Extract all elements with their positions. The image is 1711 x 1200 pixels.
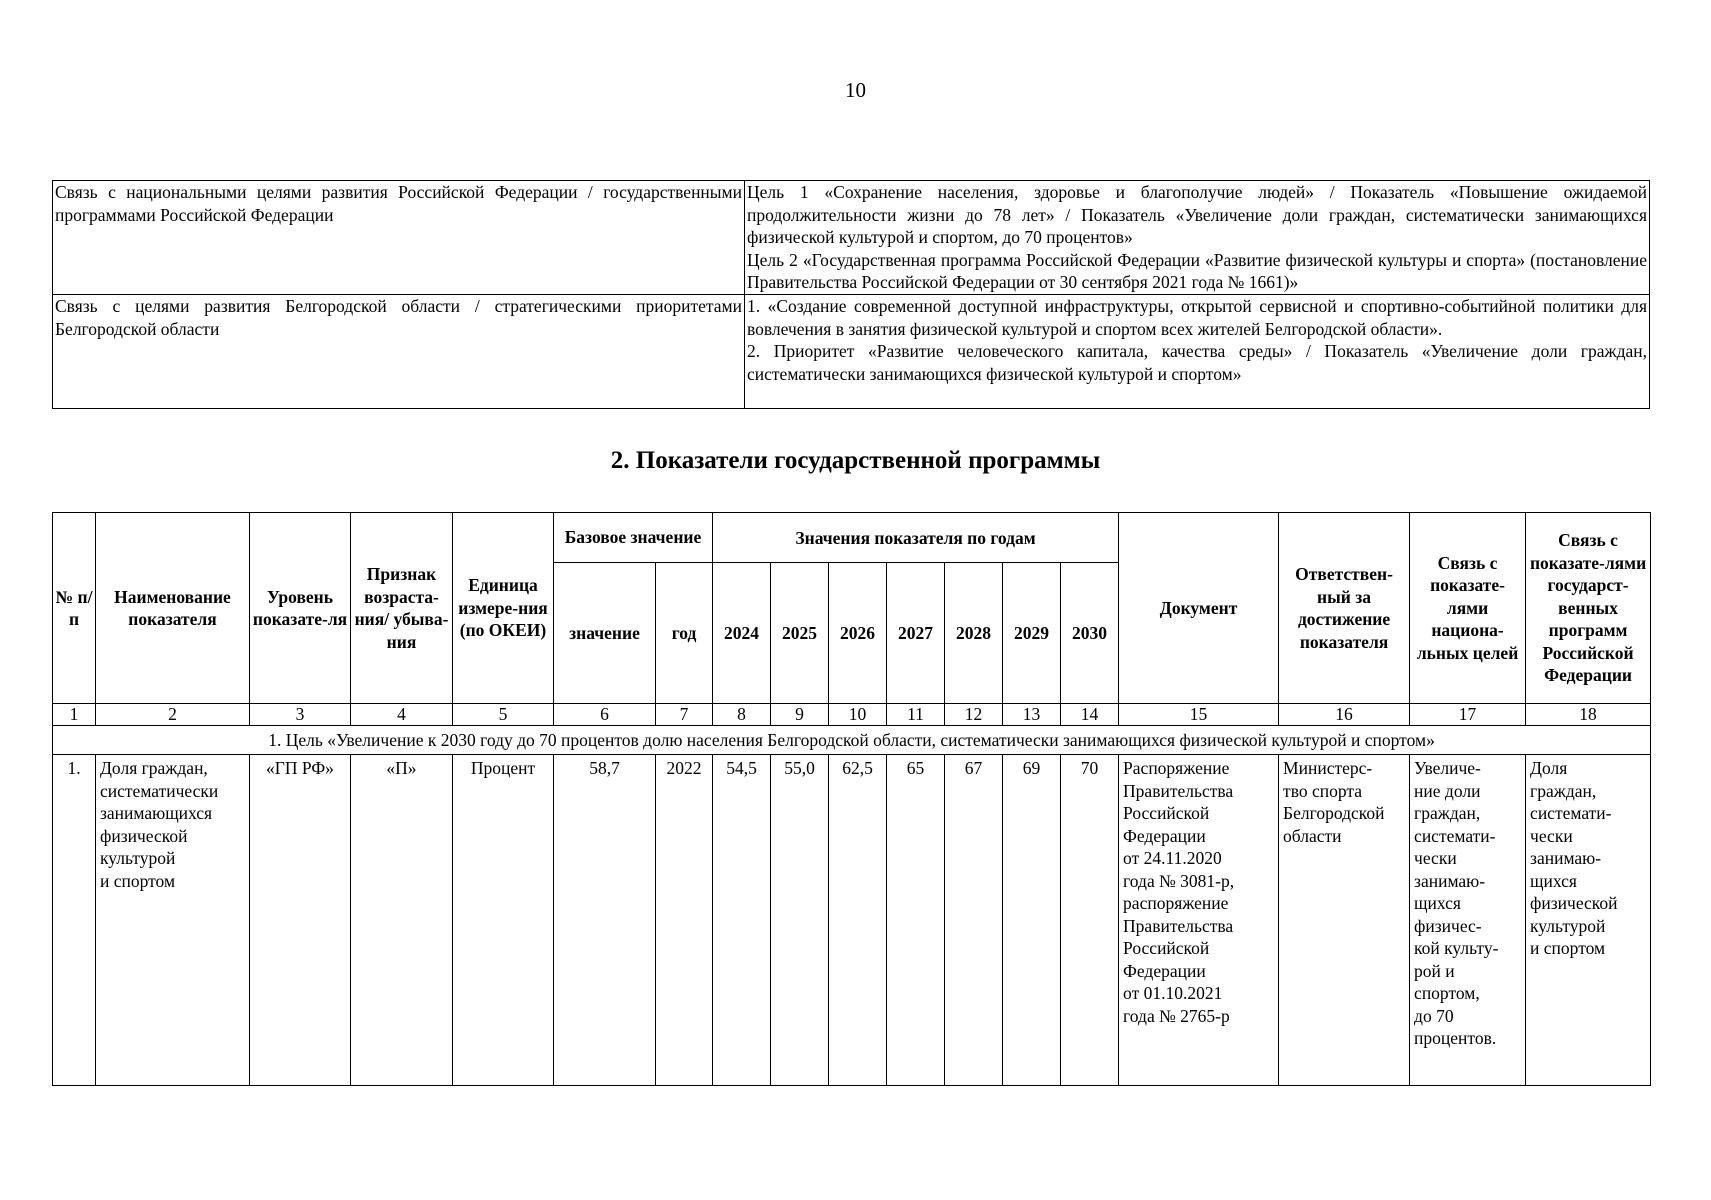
indicator-responsible: Министерс- тво спорта Белгородской области: [1279, 755, 1410, 1086]
table-row: [53, 181, 1650, 295]
column-number: 13: [1003, 704, 1061, 726]
table-row: [53, 295, 1650, 409]
header-national-link: Связь с показате-лями национа-льных целей: [1410, 513, 1526, 704]
year-value: 55,0: [771, 755, 829, 1086]
link-paragraph: 2. Приоритет «Развитие человеческого капитала, качества среды» / Показатель «Увеличение доли граждан, систематически занимающихся физической культурой и спортом»: [747, 341, 1647, 384]
header-base-group: Базовое значение: [554, 513, 713, 563]
column-number: 11: [887, 704, 945, 726]
year-value: 69: [1003, 755, 1061, 1086]
column-number: 7: [656, 704, 713, 726]
year-value: 67: [945, 755, 1003, 1086]
column-number: 5: [453, 704, 554, 726]
links-table: [52, 180, 1650, 409]
header-year: 2026: [829, 563, 887, 704]
indicator-unit: Процент: [453, 755, 554, 1086]
goal-row: [53, 726, 1651, 755]
column-number: 3: [250, 704, 351, 726]
base-value: 58,7: [554, 755, 656, 1086]
column-number: 18: [1526, 704, 1651, 726]
column-number: 6: [554, 704, 656, 726]
column-number: 1: [53, 704, 96, 726]
header-base-value: значение: [554, 563, 656, 704]
indicator-trend: «П»: [351, 755, 453, 1086]
indicator-level: «ГП РФ»: [250, 755, 351, 1086]
column-number: 2: [96, 704, 250, 726]
link-paragraph: Цель 1 «Сохранение населения, здоровье и благополучие людей» / Показатель «Повышение ожидаемой продолжительности жизни до 78 лет» / Показатель «Увеличение доли граждан, систематически занимающихся физической культурой и спортом, до 70 процентов»: [747, 182, 1647, 247]
column-number: 4: [351, 704, 453, 726]
indicator-name: Доля граждан, систематически занимающихся физической культурой и спортом: [96, 755, 250, 1086]
column-number: 12: [945, 704, 1003, 726]
column-number: 8: [713, 704, 771, 726]
link-paragraph: 1. «Создание современной доступной инфраструктуры, открытой сервисной и спортивно-событийной политики для вовлечения в занятия физической культурой и спортом всех жителей Белгородской области».: [747, 296, 1647, 339]
indicator-document: Распоряжение Правительства Российской Федерации от 24.11.2020 года № 3081-р, распоряжение Правительства Российской Федерации от 01.10.2021 года № 2765-р: [1119, 755, 1279, 1086]
column-number: 17: [1410, 704, 1526, 726]
column-number: 9: [771, 704, 829, 726]
link-value: [745, 181, 1650, 295]
header-level: Уровень показате-ля: [250, 513, 351, 704]
page-number: 10: [845, 78, 866, 102]
header-year: 2028: [945, 563, 1003, 704]
indicators-table: [52, 512, 1651, 1086]
year-value: 65: [887, 755, 945, 1086]
column-number: 10: [829, 704, 887, 726]
header-num: № п/п: [53, 513, 96, 704]
year-value: 54,5: [713, 755, 771, 1086]
header-document: Документ: [1119, 513, 1279, 704]
indicator-national-link: Увеличе- ние доли граждан, системати- чески занимаю- щихся физичес- кой культу- рой и спортом, до 70 процентов.: [1410, 755, 1526, 1086]
header-years-group: Значения показателя по годам: [713, 513, 1119, 563]
header-unit: Единица измере-ния (по ОКЕИ): [453, 513, 554, 704]
row-num: 1.: [53, 755, 96, 1086]
table-row: [53, 755, 1651, 1086]
header-year: 2030: [1061, 563, 1119, 704]
header-year: 2029: [1003, 563, 1061, 704]
column-number: 15: [1119, 704, 1279, 726]
section-title: 2. Показатели государственной программы: [610, 447, 1101, 474]
base-year: 2022: [656, 755, 713, 1086]
header-year: 2025: [771, 563, 829, 704]
link-value: [745, 295, 1650, 409]
header-year: 2027: [887, 563, 945, 704]
indicator-state-link: Доля граждан, системати- чески занимаю- щихся физической культурой и спортом: [1526, 755, 1651, 1086]
header-base-year: год: [656, 563, 713, 704]
header-responsible: Ответствен-ный за достижение показателя: [1279, 513, 1410, 704]
column-numbers-row: [53, 704, 1651, 726]
goal-text: 1. Цель «Увеличение к 2030 году до 70 процентов долю населения Белгородской области, систематически занимающихся физической культурой и спортом»: [53, 726, 1651, 755]
link-paragraph: Цель 2 «Государственная программа Российской Федерации «Развитие физической культуры и спорта» (постановление Правительства Российской Федерации от 30 сентября 2021 года № 1661)»: [747, 249, 1647, 292]
header-state-link: Связь с показате-лями государст-венных программ Российской Федерации: [1526, 513, 1651, 704]
header-name: Наименование показателя: [96, 513, 250, 704]
year-value: 62,5: [829, 755, 887, 1086]
year-value: 70: [1061, 755, 1119, 1086]
column-number: 16: [1279, 704, 1410, 726]
header-trend: Признак возраста-ния/ убыва-ния: [351, 513, 453, 704]
link-label: Связь с национальными целями развития Российской Федерации / государственными программами Российской Федерации: [53, 181, 745, 295]
link-label: Связь с целями развития Белгородской области / стратегическими приоритетами Белгородской области: [53, 295, 745, 409]
column-number: 14: [1061, 704, 1119, 726]
header-year: 2024: [713, 563, 771, 704]
